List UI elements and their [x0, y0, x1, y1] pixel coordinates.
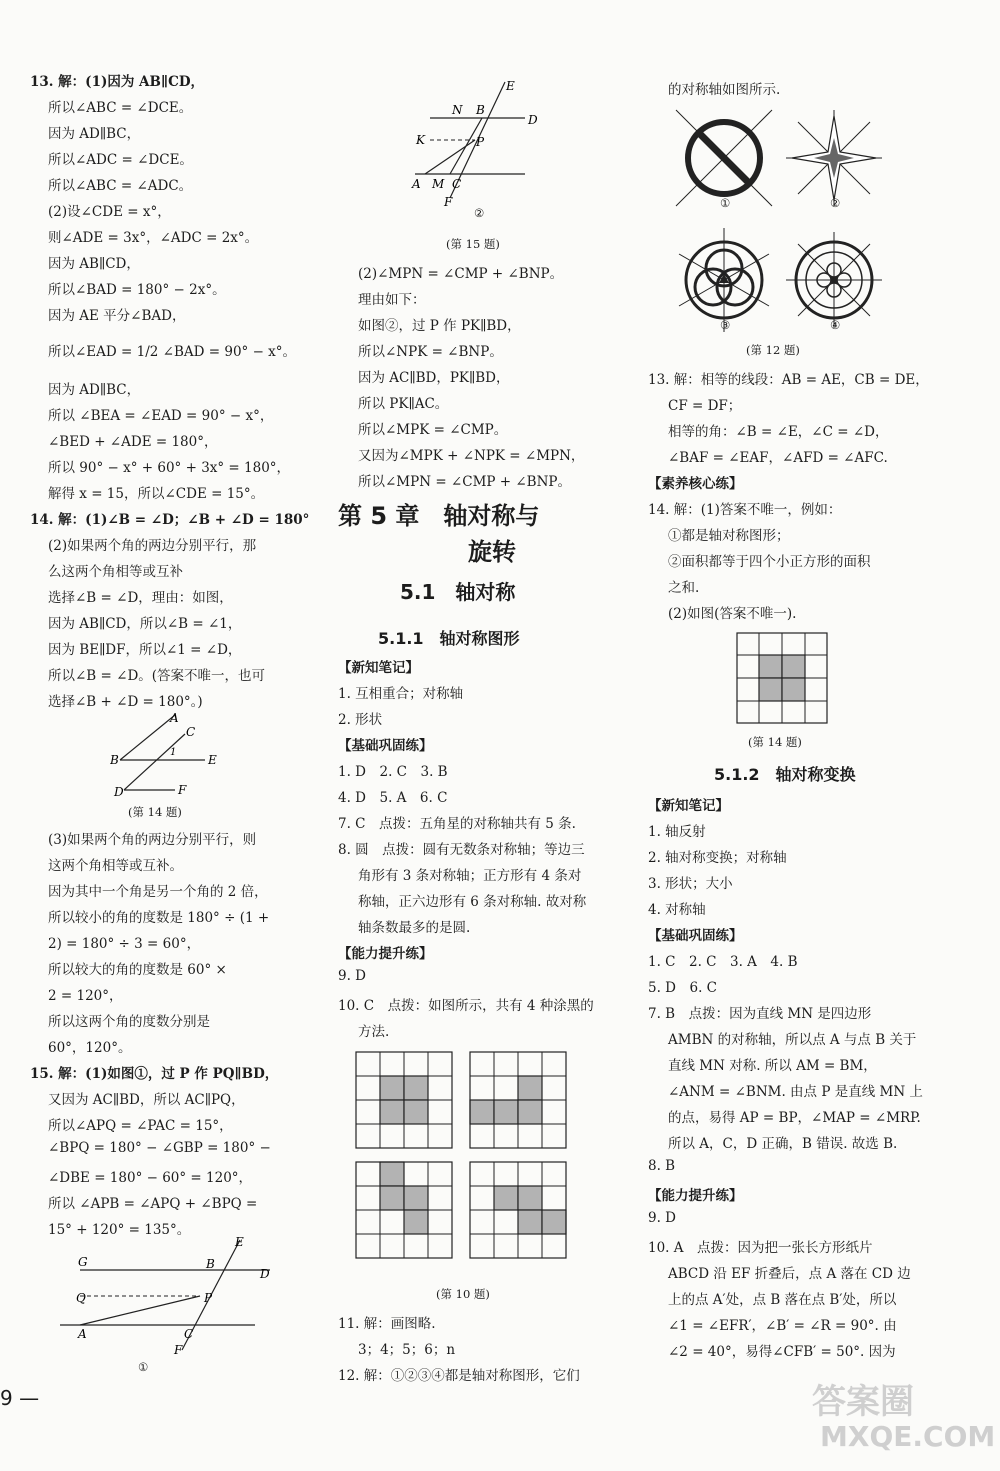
- text-line: ∠2 = 40°，易得∠CFB′ = 50°. 因为: [668, 1344, 896, 1360]
- text-line: 所以∠B = ∠D。(答案不唯一，也可: [48, 668, 266, 684]
- text-line: 所以这两个角的度数分别是: [48, 1014, 210, 1030]
- point-label: D: [528, 113, 538, 127]
- figure-15-2-diagram: [410, 78, 550, 208]
- text-line: 4. 对称轴: [648, 902, 706, 918]
- figure-label: ③: [720, 318, 731, 332]
- section-tag: 【能力提升练】: [338, 946, 433, 962]
- text-line: 所以∠MPN = ∠CMP + ∠BNP。: [358, 474, 571, 490]
- chapter-title: 第 5 章 轴对称与: [338, 502, 540, 530]
- figure-10-grids: [354, 1050, 594, 1260]
- text-line: 所以 PK∥AC。: [358, 396, 449, 412]
- section-tag: 【新知笔记】: [648, 798, 729, 814]
- text-line: (2)∠MPN = ∠CMP + ∠BNP。: [358, 266, 564, 282]
- text-line: 又因为∠MPK + ∠NPK = ∠MPN，: [358, 448, 585, 464]
- point-label: N: [452, 103, 463, 117]
- point-label: P: [204, 1291, 213, 1305]
- point-label: B: [476, 103, 485, 117]
- point-label: F: [178, 783, 187, 797]
- point-label: C: [184, 1327, 194, 1341]
- point-label: D: [260, 1267, 270, 1281]
- point-label: C: [452, 177, 462, 191]
- text-line: 所以∠NPK = ∠BNP。: [358, 344, 503, 360]
- text-line: 称轴，正六边形有 6 条对称轴. 故对称: [358, 894, 587, 910]
- text-line: 直线 MN 对称. 所以 AM = BM，: [668, 1058, 877, 1074]
- figure-15-1-diagram: [50, 1230, 300, 1355]
- text-line: 的对称轴如图所示.: [668, 82, 781, 98]
- text-line: 7. C 点拨：五角星的对称轴共有 5 条.: [338, 816, 576, 832]
- text-line: 所以 ∠BEA = ∠EAD = 90° − x°，: [48, 408, 274, 424]
- subsection-title: 5.1.2 轴对称变换: [714, 765, 856, 784]
- text-line: 所以∠ABC = ∠DCE。: [48, 100, 193, 116]
- text-line: 选择∠B + ∠D = 180°。): [48, 694, 203, 710]
- section-tag: 【新知笔记】: [338, 660, 419, 676]
- text-line: 所以∠MPK = ∠CMP。: [358, 422, 508, 438]
- text-line: 则∠ADE = 3x°，∠ADC = 2x°。: [48, 230, 259, 246]
- point-label: B: [206, 1257, 215, 1271]
- point-label: B: [110, 753, 119, 767]
- figure-label: ④: [830, 318, 841, 332]
- q14-heading-line: 14. 解：(1)∠B = ∠D；∠B + ∠D = 180°: [30, 512, 310, 528]
- text-line: 因为 AD∥BC，: [48, 382, 141, 398]
- point-label: E: [235, 1235, 244, 1249]
- text-line: 2. 轴对称变换；对称轴: [648, 850, 787, 866]
- text-line: 10. A 点拨：因为把一张长方形纸片: [648, 1240, 873, 1256]
- text-line: 13. 解：相等的线段：AB = AE，CB = DE，: [648, 372, 929, 388]
- text-line: (2)设∠CDE = x°，: [48, 204, 171, 220]
- text-line: 因为 AC∥BD，PK∥BD，: [358, 370, 510, 386]
- text-line: 因为其中一个角是另一个角的 2 倍，: [48, 884, 268, 900]
- text-line: ∠1 = ∠EFR′，∠B′ = ∠R = 90°. 由: [668, 1318, 897, 1334]
- chapter-title-line2: 旋转: [468, 538, 516, 566]
- text-line: 14. 解：(1)答案不唯一，例如：: [648, 502, 842, 518]
- text-line: 因为 AD∥BC，: [48, 126, 141, 142]
- line-text: 13. 解：(1)因为 AB∥CD，: [30, 74, 205, 90]
- text-line: ②面积都等于四个小正方形的面积: [668, 554, 871, 570]
- angle-label: 1: [170, 747, 177, 758]
- text-line: 所以∠BAD = 180° − 2x°。: [48, 282, 226, 298]
- text-line: 1. 互相重合；对称轴: [338, 686, 464, 702]
- text-line: 角形有 3 条对称轴；正方形有 4 条对: [358, 868, 582, 884]
- figure-caption: (第 15 题): [446, 237, 500, 251]
- text-line: 12. 解：①②③④都是轴对称图形，它们: [338, 1368, 580, 1384]
- text-line: 因为 AE 平分∠BAD，: [48, 308, 186, 324]
- q15-heading-line: 15. 解：(1)如图①，过 P 作 PQ∥BD，: [30, 1066, 279, 1082]
- text-line: 因为 BE∥DF，所以∠1 = ∠D，: [48, 642, 242, 658]
- text-line: AMBN 的对称轴，所以点 A 与点 B 关于: [668, 1032, 917, 1048]
- text-line: 的点，易得 AP = BP，∠MAP = ∠MRP.: [668, 1110, 921, 1126]
- figure-14-diagram: [110, 710, 240, 800]
- point-label: A: [78, 1327, 87, 1341]
- text-line: 10. C 点拨：如图所示，共有 4 种涂黑的: [338, 998, 594, 1014]
- text-line: 9. D: [338, 968, 366, 984]
- text-line: 5. D 6. C: [648, 980, 717, 996]
- section-title: 5.1 轴对称: [400, 580, 516, 604]
- figure-caption: ①: [138, 1360, 149, 1374]
- text-line: 所以∠ABC = ∠ADC。: [48, 178, 193, 194]
- text-line: 选择∠B = ∠D，理由：如图，: [48, 590, 233, 606]
- text-line: 15° + 120° = 135°。: [48, 1222, 191, 1238]
- text-line: 4. D 5. A 6. C: [338, 790, 448, 806]
- page-number: 9 —: [0, 1386, 40, 1410]
- text-line: 所以 90° − x° + 60° + 3x° = 180°，: [48, 460, 291, 476]
- text-line: 所以∠EAD = 1/2 ∠BAD = 90° − x°。: [48, 344, 297, 360]
- text-line: 之和.: [668, 580, 700, 596]
- text-line: ∠DBE = 180° − 60° = 120°，: [48, 1170, 253, 1186]
- figure-label: ②: [830, 196, 841, 210]
- text-line: 所以较大的角的度数是 60° ×: [48, 962, 227, 978]
- text-line: 因为 AB∥CD，所以∠B = ∠1，: [48, 616, 242, 632]
- text-line: 8. 圆 点拨：圆有无数条对称轴；等边三: [338, 842, 585, 858]
- text-line: 1. 轴反射: [648, 824, 706, 840]
- point-label: E: [506, 79, 515, 93]
- text-line: ∠BPQ = 180° − ∠GBP = 180° −: [48, 1140, 271, 1156]
- text-line: 60°，120°。: [48, 1040, 132, 1056]
- watermark-logo: 答案圈: [812, 1382, 914, 1422]
- point-label: D: [114, 785, 124, 799]
- text-line: 所以 ∠APB = ∠APQ + ∠BPQ =: [48, 1196, 258, 1212]
- point-label: A: [412, 177, 421, 191]
- watermark-url: MXQE.COM: [820, 1420, 996, 1453]
- point-label: A: [170, 711, 179, 725]
- text-line: 解得 x = 15，所以∠CDE = 15°。: [48, 486, 265, 502]
- subsection-title: 5.1.1 轴对称图形: [378, 629, 520, 648]
- section-tag: 【基础巩固练】: [648, 928, 743, 944]
- text-line: 9. D: [648, 1210, 676, 1226]
- text-line: (2)如图(答案不唯一).: [668, 606, 797, 622]
- text-line: ABCD 沿 EF 折叠后，点 A 落在 CD 边: [668, 1266, 911, 1282]
- figure-caption: (第 14 题): [128, 805, 182, 819]
- point-label: E: [208, 753, 217, 767]
- point-label: C: [186, 725, 196, 739]
- point-label: P: [476, 135, 485, 149]
- point-label: Q: [76, 1291, 86, 1305]
- text-line: 这两个角相等或互补。: [48, 858, 183, 874]
- section-tag: 【能力提升练】: [648, 1188, 743, 1204]
- figure-caption: ②: [474, 206, 485, 220]
- figure-caption: (第 10 题): [436, 1287, 490, 1301]
- text-line: 所以较小的角的度数是 180° ÷ (1 +: [48, 910, 270, 926]
- point-label: G: [78, 1255, 88, 1269]
- point-label: K: [416, 133, 425, 147]
- figure-caption: (第 12 题): [746, 343, 800, 357]
- text-line: 理由如下：: [358, 292, 426, 308]
- text-line: 3. 形状；大小: [648, 876, 733, 892]
- q13-heading-line: [30, 70, 204, 90]
- text-line: 所以 A，C，D 正确，B 错误. 故选 B.: [668, 1136, 898, 1152]
- text-line: 因为 AB∥CD，: [48, 256, 140, 272]
- text-line: 所以∠APQ = ∠PAC = 15°，: [48, 1118, 233, 1134]
- text-line: 1. D 2. C 3. B: [338, 764, 448, 780]
- text-line: 1. C 2. C 3. A 4. B: [648, 954, 798, 970]
- text-line: 么这两个角相等或互补: [48, 564, 183, 580]
- text-line: 所以∠ADC = ∠DCE。: [48, 152, 193, 168]
- figure-12-symmetry-icons: [672, 106, 892, 356]
- text-line: ①都是轴对称图形；: [668, 528, 790, 544]
- text-line: 又因为 AC∥BD，所以 AC∥PQ，: [48, 1092, 245, 1108]
- text-line: 11. 解：画图略.: [338, 1316, 436, 1332]
- figure-label: ①: [720, 196, 731, 210]
- text-line: 相等的角：∠B = ∠E，∠C = ∠D，: [668, 424, 889, 440]
- point-label: F: [174, 1343, 183, 1355]
- text-line: CF = DF；: [668, 398, 742, 414]
- point-label: M: [432, 177, 445, 191]
- text-line: ∠BAF = ∠EAF，∠AFD = ∠AFC.: [668, 450, 888, 466]
- text-line: 3；4；5；6；n: [358, 1342, 456, 1358]
- text-line: (3)如果两个角的两边分别平行，则: [48, 832, 257, 848]
- figure-caption: (第 14 题): [748, 735, 802, 749]
- figure-14-grid: [736, 632, 828, 724]
- text-line: 2. 形状: [338, 712, 383, 728]
- section-tag: 【基础巩固练】: [338, 738, 433, 754]
- text-line: (2)如果两个角的两边分别平行，那: [48, 538, 257, 554]
- text-line: 方法.: [358, 1024, 390, 1040]
- text-line: 轴条数最多的是圆.: [358, 920, 471, 936]
- section-tag: 【素养核心练】: [648, 476, 743, 492]
- text-line: 7. B 点拨：因为直线 MN 是四边形: [648, 1006, 872, 1022]
- text-line: 上的点 A′处，点 B 落在点 B′处，所以: [668, 1292, 897, 1308]
- text-line: ∠BED + ∠ADE = 180°，: [48, 434, 218, 450]
- point-label: F: [444, 195, 453, 208]
- text-line: ∠ANM = ∠BNM. 由点 P 是直线 MN 上: [668, 1084, 923, 1100]
- text-line: 2 = 120°，: [48, 988, 123, 1004]
- text-line: 如图②，过 P 作 PK∥BD，: [358, 318, 521, 334]
- text-line: 2) = 180° ÷ 3 = 60°，: [48, 936, 201, 952]
- text-line: 8. B: [648, 1158, 676, 1174]
